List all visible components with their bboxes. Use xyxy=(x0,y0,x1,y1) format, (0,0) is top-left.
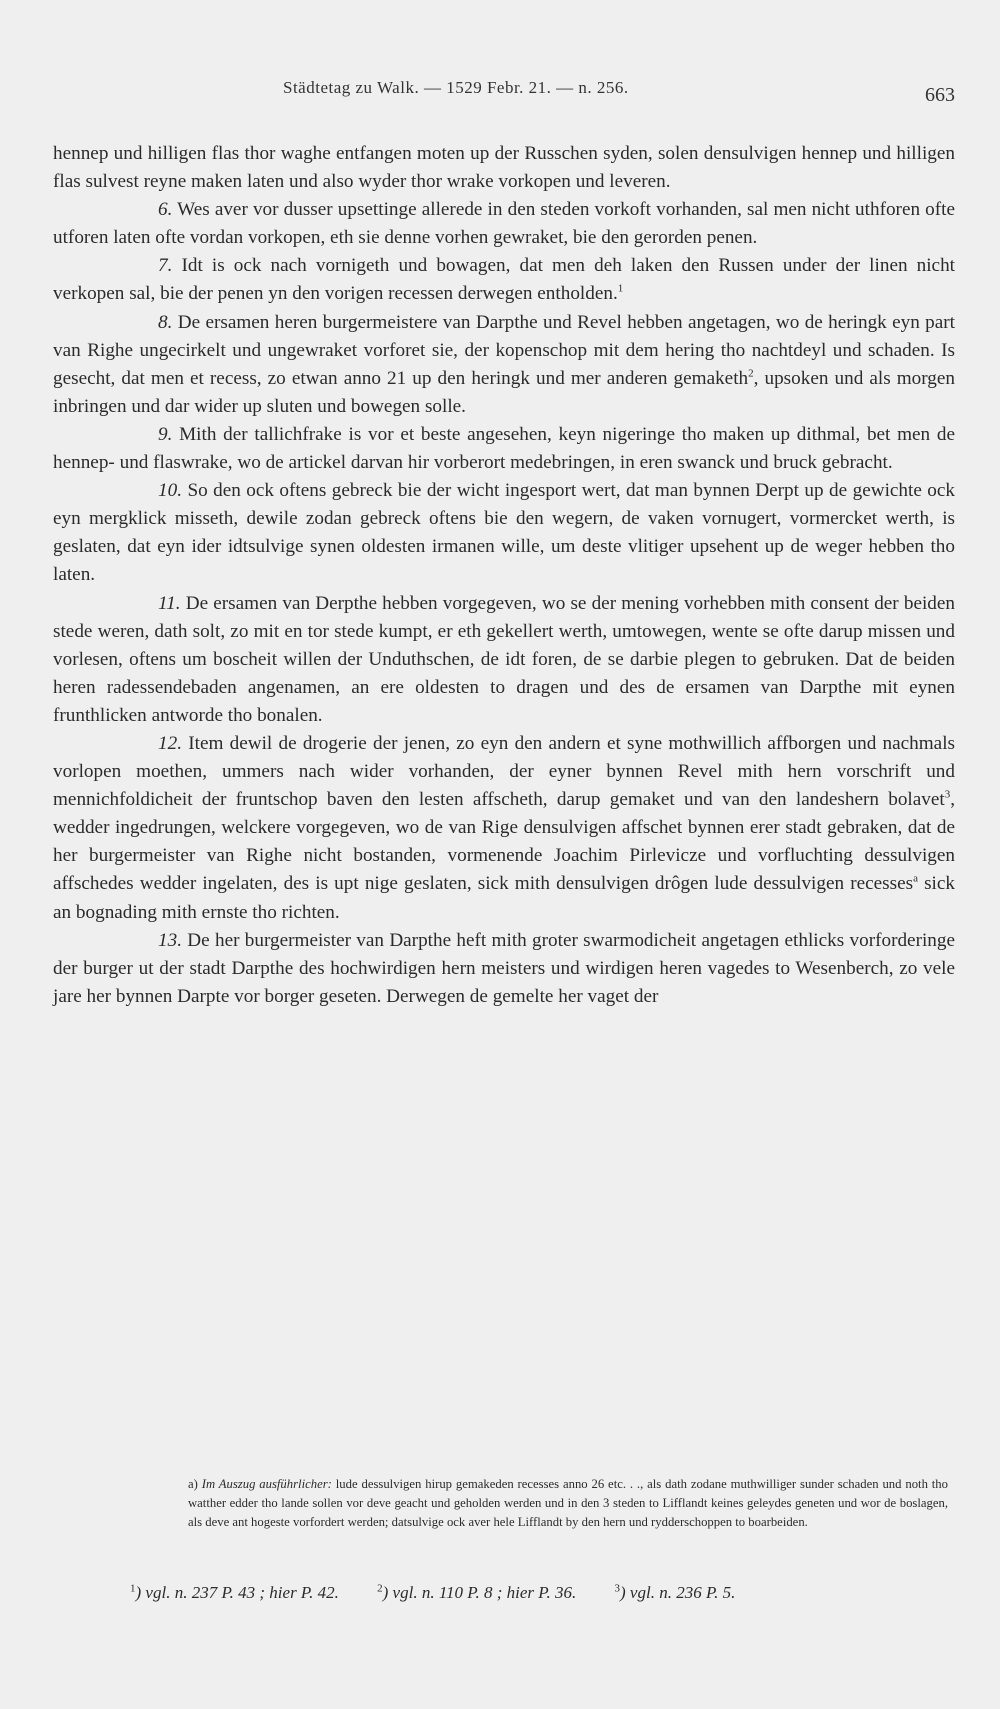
section-number: 8. xyxy=(158,311,173,333)
section-text-cont: , wedder ingedrungen, welckere vorgegeven, wo de van Rige densulvigen affschet bynnen erer stadt gebraken, dat de her burgermeister van Righe nicht bostanden, vormenende Joachim Pirlevicze und vorfluchting dessulvigen affschedes wedder ingelaten, des is upt nige geslaten, sick mith densulvigen drôgen lude dessulvigen recesses xyxy=(53,789,955,895)
section-12 xyxy=(53,730,955,927)
footnote-a xyxy=(188,1475,948,1533)
section-text: So den ock oftens gebreck bie der wicht ingesport wert, dat man bynnen Derpt up de gewichte ock eyn mergklick misseth, dewile zodan gebreck oftens bie den wegern, de vaken vornugert, vormercket werth, is geslaten, dat eyn ider idtsulvige synen oldesten irmanen wille, um deste vlitiger upsehent up de weger hebben tho laten. xyxy=(53,480,956,586)
section-9 xyxy=(53,421,955,477)
section-7 xyxy=(53,252,955,308)
intro-paragraph: hennep und hilligen flas thor waghe entfangen moten up der Russchen syden, solen densulvigen hennep und hilligen flas sulvest reyne maken laten und also wyder thor wrake vorkopen und leveren. xyxy=(53,143,955,193)
section-text-cont: , upsoken und als morgen inbringen und dar wider up sluten und bowegen solle. xyxy=(53,367,955,417)
section-number: 12. xyxy=(158,732,182,754)
footnote-text: vgl. n. 110 P. 8 ; hier P. 36. xyxy=(392,1583,577,1602)
footnote-1: $^1$) vgl. n. 237 P. 43 ; hier P. 42. xyxy=(130,1582,339,1602)
footnote-number: 2 xyxy=(377,1582,383,1595)
page-number: 663 xyxy=(925,84,955,106)
footnote-label: a) xyxy=(188,1477,198,1491)
section-number: 9. xyxy=(158,423,173,445)
footnote-text: lude dessulvigen hirup gemakeden recesses anno 26 etc. . ., als dath zodane muthwilliger sunder schaden und noth tho watther edder tho lande sollen vor deve geacht und geholden werden und in den 3 steden to Lifflandt keines geleydes geneten und wor de boslagen, als deve ant hogeste vorfordert werden; datsulvige ock aver hele Lifflandt by den hern und rydderschoppen to boarbeiden. xyxy=(188,1477,948,1530)
section-number: 6. xyxy=(158,199,173,221)
main-text xyxy=(53,140,955,1011)
section-number: 7. xyxy=(158,255,173,277)
footnote-3: $^3$) vgl. n. 236 P. 5. xyxy=(614,1582,736,1602)
section-number: 11. xyxy=(158,592,181,614)
section-text: De her burgermeister van Darpthe heft mith groter swarmodicheit angetagen ethlicks vorforderinge der burger ut der stadt Darpthe des hochwirdigen hern meisters und wirdigen heren vagedes to Wesenberch, zo vele jare her bynnen Darpte vor borger geseten. Derwegen de gemelte her vaget der xyxy=(53,929,955,1007)
footnote-lead: Im Auszug ausführlicher: xyxy=(201,1477,332,1491)
section-10 xyxy=(53,477,955,589)
section-text: De ersamen heren burgermeistere van Darpthe und Revel hebben angetagen, wo de heringk eyn part van Righe ungecirkelt und ungewraket vorforet sie, der kopenschop mit dem hering tho nachtdeyl und schaden. Is gesecht, dat men et recess, zo etwan anno 21 up den heringk und mer anderen gemaketh xyxy=(53,311,955,389)
footnote-ref: 2 xyxy=(748,367,754,380)
footnote-text: vgl. n. 237 P. 43 ; hier P. 42. xyxy=(145,1583,339,1602)
numbered-footnotes xyxy=(130,1583,960,1603)
section-number: 10. xyxy=(158,480,182,502)
section-text: Item dewil de drogerie der jenen, zo eyn den andern et syne mothwillich affborgen und nachmals vorlopen moethen, ummers nach wider vorhanden, der eyner bynnen Revel mith hern vorschrift und mennichfoldicheit der fruntschop baven den lesten affscheth, darup gemaket und van den landeshern bolavet xyxy=(53,732,955,811)
section-6 xyxy=(53,196,955,252)
section-13 xyxy=(53,927,955,1011)
section-text: Idt is ock nach vornigeth und bowagen, dat men deh laken den Russen under der linen nicht verkopen sal, bie der penen yn den vorigen recessen derwegen entholden. xyxy=(53,255,955,305)
section-8 xyxy=(53,309,955,421)
section-11 xyxy=(53,590,955,730)
section-text-end: sick an bognading mith ernste tho richten. xyxy=(53,873,955,923)
section-number: 13. xyxy=(158,929,182,951)
page-header xyxy=(0,78,1000,108)
footnote-number: 1 xyxy=(130,1582,136,1595)
section-text: Wes aver vor dusser upsettinge allerede in den steden vorkoft vorhanden, sal men nicht uthforen ofte utforen laten ofte vordan vorkopen, eth sie denne vorhen gewraket, bie den gerorden penen. xyxy=(53,199,955,249)
footnote-ref: 3 xyxy=(944,788,951,801)
running-title: Städtetag zu Walk. — 1529 Febr. 21. — n. 256. xyxy=(283,78,629,97)
footnote-ref-letter: a xyxy=(913,873,918,886)
footnote-number: 3 xyxy=(614,1582,620,1595)
footnote-2: $^2$) vgl. n. 110 P. 8 ; hier P. 36. xyxy=(377,1582,577,1602)
footnote-ref: 1 xyxy=(617,283,624,296)
footnote-text: vgl. n. 236 P. 5. xyxy=(629,1583,736,1602)
section-text: Mith der tallichfrake is vor et beste angesehen, keyn nigeringe tho maken up dithmal, bet men de hennep- und flaswrake, wo de artickel darvan hir vorberort medebringen, in eren swanck und bruck gebracht. xyxy=(53,423,955,474)
section-text: De ersamen van Derpthe hebben vorgegeven, wo se der mening vorhebben mith consent der beiden stede weren, dath solt, zo mit en tor stede kumpt, er eth gekellert werth, umtowegen, wente se ofte darup missen und vorlesen, oftens um boscheit willen der Unduthschen, de idt foren, de se darbie plegen to gebruken. Dat de beiden heren radessendebaden angenamen, an ere oldesten to dragen und des de ersamen van Darpthe mit eynen frunthlicken antworde tho bonalen. xyxy=(53,592,956,726)
